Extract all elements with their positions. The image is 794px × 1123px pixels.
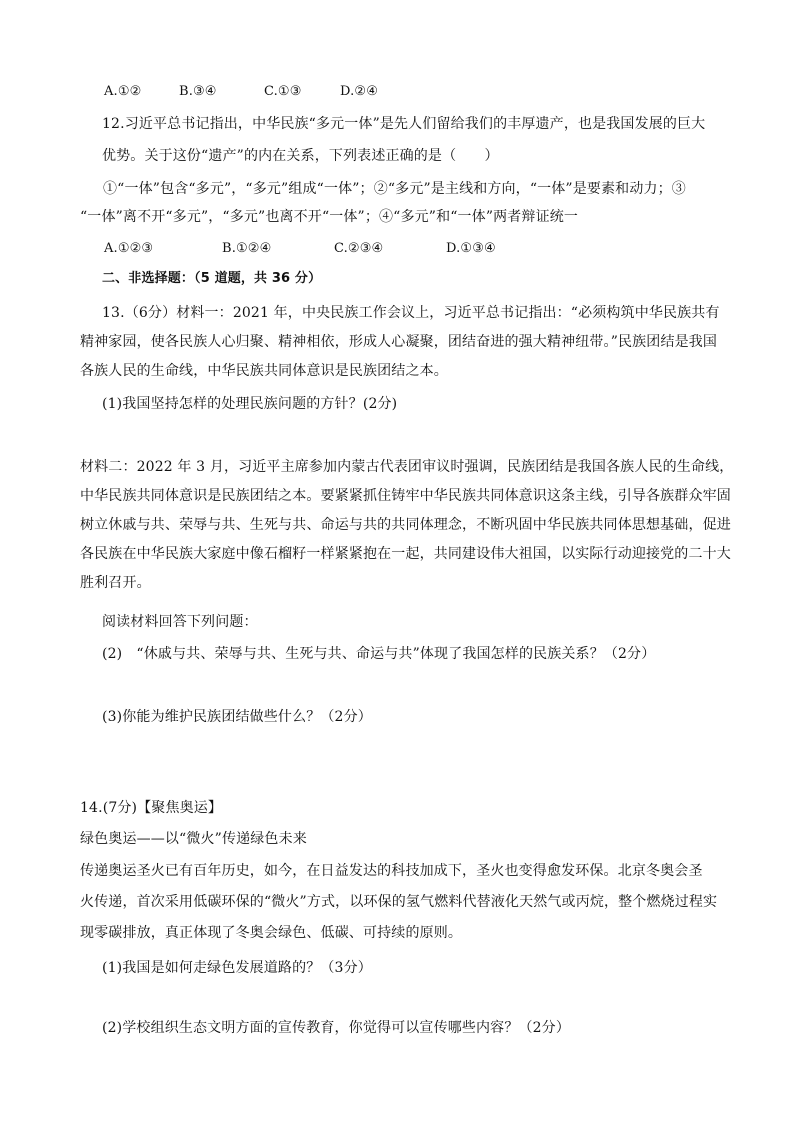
q13-material2-line-2: 中华民族共同体意识是民族团结之本。要紧紧抓住铸牢中华民族共同体意识这条主线，引导各族群众牢固 <box>80 488 731 504</box>
q13-material1-line-2: 精神家园，使各民族人心归聚、精神相依，形成人心凝聚，团结奋进的强大精神纽带。”民族团结是我国 <box>80 334 718 350</box>
q13-material1-line-3: 各族人民的生命线，中华民族共同体意识是民族团结之本。 <box>80 363 448 379</box>
q12-option-a: A.①②③ <box>104 241 154 256</box>
q11-option-d: D.②④ <box>340 84 379 99</box>
q12-stem-line-1: 12.习近平总书记指出，中华民族“多元一体”是先人们留给我们的丰厚遗产，也是我国发展的巨大 <box>102 116 706 132</box>
q14-paragraph-line-2: 火传递，首次采用低碳环保的“微火”方式，以环保的氢气燃料代替液化天然气或丙烷，整个燃烧过程实 <box>80 894 718 910</box>
q11-option-a: A.①② <box>104 84 142 99</box>
q13-instruction: 阅读材料回答下列问题： <box>102 614 258 630</box>
q11-option-c: C.①③ <box>264 84 302 99</box>
q13-question-3: (3)你能为维护民族团结做些什么？（2分） <box>102 709 372 725</box>
q14-title: 14.(7分)【聚焦奥运】 <box>80 800 223 816</box>
q12-option-b: B.①②④ <box>222 241 272 256</box>
q14-question-2: (2)学校组织生态文明方面的宣传教育，你觉得可以宣传哪些内容？（2分） <box>102 1020 570 1036</box>
q12-statement-line-1: ①“一体”包含“多元”，“多元”组成“一体”；②“多元”是主线和方向，“一体”是要素和动力；③ <box>103 181 686 197</box>
q13-question-2: (2) “休戚与共、荣辱与共、生死与共、命运与共”体现了我国怎样的民族关系？（2分） <box>102 646 656 662</box>
q11-option-b: B.③④ <box>179 84 217 99</box>
q13-material2-line-1: 材料二：2022 年 3 月，习近平主席参加内蒙古代表团审议时强调，民族团结是我国各族人民的生命线， <box>80 459 734 475</box>
q13-material1-line-1: 13.（6分）材料一：2021 年，中央民族工作会议上，习近平总书记指出：“必须构筑中华民族共有 <box>102 305 720 321</box>
q12-option-c: C.②③④ <box>334 241 384 256</box>
q13-material2-line-5: 胜利召开。 <box>80 575 151 591</box>
q12-options-row <box>104 240 524 258</box>
q13-material2-line-3: 树立休戚与共、荣辱与共、生死与共、命运与共的共同体理念，不断巩固中华民族共同体思想基础，促进 <box>80 517 731 533</box>
q14-paragraph-line-1: 传递奥运圣火已有百年历史，如今，在日益发达的科技加成下，圣火也变得愈发环保。北京冬奥会圣 <box>80 863 703 879</box>
q14-question-1: (1)我国是如何走绿色发展道路的？（3分） <box>102 960 372 976</box>
q11-options-row <box>104 83 524 101</box>
q12-statement-line-2: “一体”离不开“多元”，“多元”也离不开“一体”；④“多元”和“一体”两者辩证统一 <box>80 209 579 225</box>
q14-subtitle: 绿色奥运——以“微火”传递绿色未来 <box>80 831 307 847</box>
q14-paragraph-line-3: 现零碳排放，真正体现了冬奥会绿色、低碳、可持续的原则。 <box>80 925 463 941</box>
q13-question-1: (1)我国坚持怎样的处理民族问题的方针？(2分) <box>102 396 398 412</box>
q13-material2-line-4: 各民族在中华民族大家庭中像石榴籽一样紧紧抱在一起，共同建设伟大祖国，以实际行动迎接党的二十大 <box>80 546 731 562</box>
q12-stem-line-2: 优势。关于这份“遗产”的内在关系，下列表述正确的是（ ） <box>102 148 499 164</box>
q12-option-d: D.①③④ <box>446 241 496 256</box>
section-2-title: 二、非选择题：（5 道题，共 36 分） <box>102 271 322 286</box>
